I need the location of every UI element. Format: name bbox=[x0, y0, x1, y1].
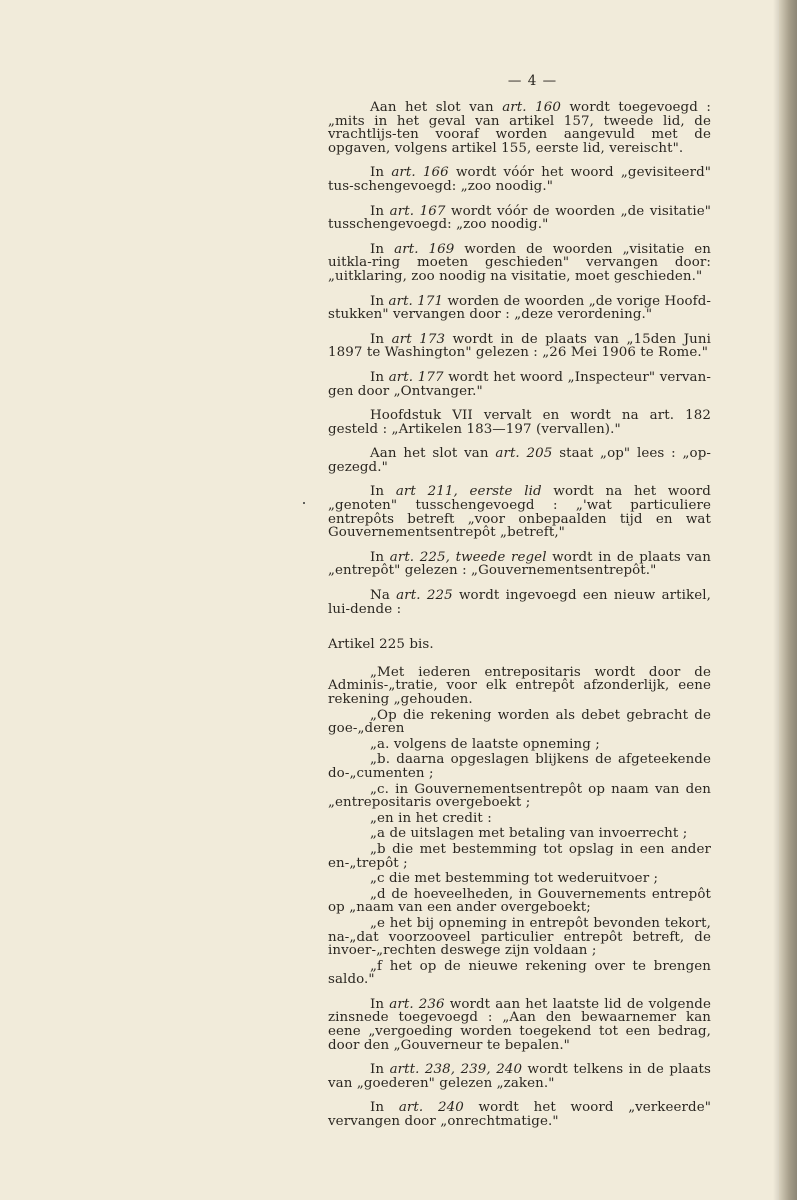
amendment-paragraph: In art. 166 wordt vóór het woord „gevisiteerd" tus-schengevoegd: „zoo noodig." bbox=[328, 165, 711, 194]
article-body bbox=[328, 666, 711, 987]
article-line: „d de hoeveelheden, in Gouvernements entrepôt op „naam van een ander overgeboekt; bbox=[328, 886, 711, 916]
article-line: „f het op de nieuwe rekening over te brengen saldo." bbox=[328, 958, 711, 988]
article-line: „c. in Gouvernementsentrepôt op naam van den „entrepositaris overgeboekt ; bbox=[328, 781, 711, 811]
amendment-paragraph: In art. 240 wordt het woord „verkeerde" vervangen door „onrechtmatige." bbox=[328, 1100, 711, 1130]
page-edge bbox=[779, 0, 797, 1200]
article-line: „Op die rekening worden als debet gebracht de goe-„deren bbox=[328, 707, 711, 737]
amendment-paragraph: Na art. 225 wordt ingevoegd een nieuw artikel, lui-dende : bbox=[328, 588, 712, 617]
amendment-list bbox=[328, 101, 711, 616]
amendment-paragraph: Hoofdstuk VII vervalt en wordt na art. 182 gesteld : „Artikelen 183—197 (vervallen)." bbox=[328, 408, 711, 437]
article-line: „en in het credit : bbox=[370, 810, 492, 826]
amendment-paragraph: In art. 167 wordt vóór de woorden „de visitatie" tusschengevoegd: „zoo noodig." bbox=[328, 203, 711, 233]
article-line: „b. daarna opgeslagen blijkens de afgeteekende do-„cumenten ; bbox=[328, 752, 711, 781]
amendment-paragraph: In art. 177 wordt het woord „Inspecteur" vervan-gen door „Ontvanger." bbox=[328, 369, 711, 399]
amendment-paragraph: In art 211, eerste lid wordt na het woord „genoten" tusschengevoegd : „'wat particuliere entrepôts betreft „voor onbepaalden tijd en wat Gouvernementsentrepôt „betreft," bbox=[328, 484, 711, 541]
article-line: „a. volgens de laatste opneming ; bbox=[370, 736, 600, 752]
article-line: „Met iederen entrepositaris wordt door de Adminis-„tratie, voor elk entrepôt afzonderlijk, eene rekening „gehouden. bbox=[328, 664, 711, 707]
article-heading: Artikel 225 bis. bbox=[328, 637, 434, 653]
amendment-paragraph: In art. 169 worden de woorden „visitatie en uitkla-ring moeten geschieden" vervangen door: „uitklaring, zoo noodig na visitatie, moet geschieden." bbox=[328, 241, 711, 284]
article-line: „b die met bestemming tot opslag in een ander en-„trepôt ; bbox=[328, 841, 711, 871]
amendment-paragraph: Aan het slot van art. 205 staat „op" lees : „op-gezegd." bbox=[328, 446, 712, 475]
article-line: „e het bij opneming in entrepôt bevonden tekort, na-„dat voorzooveel particulier entrepôt betreft, de invoer-„rechten deswege zijn voldaan ; bbox=[328, 915, 711, 959]
body-text bbox=[328, 101, 711, 1140]
amendment-paragraph: Aan het slot van art. 160 wordt toegevoegd : „mits in het geval van artikel 157, tweede lid, de vrachtlijs-ten vooraf worden aangevuld met de opgaven, volgens artikel 155, eerste lid, vereischt". bbox=[328, 100, 711, 156]
closing-amendments bbox=[328, 998, 711, 1129]
ink-speck bbox=[303, 502, 305, 504]
amendment-paragraph: In art. 225, tweede regel wordt in de plaats van „entrepôt" gelezen : „Gouvernementsentrepôt." bbox=[328, 549, 711, 579]
amendment-paragraph: In art. 171 worden de woorden „de vorige Hoofd-stukken" vervangen door : „deze verordening." bbox=[328, 293, 712, 323]
article-line: „c die met bestemming tot wederuitvoer ; bbox=[370, 871, 659, 887]
amendment-paragraph: In art 173 wordt in de plaats van „15den Juni 1897 te Washington" gelezen : „26 Mei 1906 te Rome." bbox=[328, 331, 711, 361]
amendment-paragraph: In art. 236 wordt aan het laatste lid de volgende zinsnede toegevoegd : „Aan den bewaarnemer kan eene „vergoeding worden toegekend tot een bedrag, door den „Gouverneur te bepalen." bbox=[328, 996, 711, 1053]
amendment-paragraph: In artt. 238, 239, 240 wordt telkens in de plaats van „goederen" gelezen „zaken." bbox=[328, 1062, 711, 1091]
article-line: „a de uitslagen met betaling van invoerrecht ; bbox=[370, 826, 688, 842]
page-number: — 4 — bbox=[507, 73, 558, 89]
